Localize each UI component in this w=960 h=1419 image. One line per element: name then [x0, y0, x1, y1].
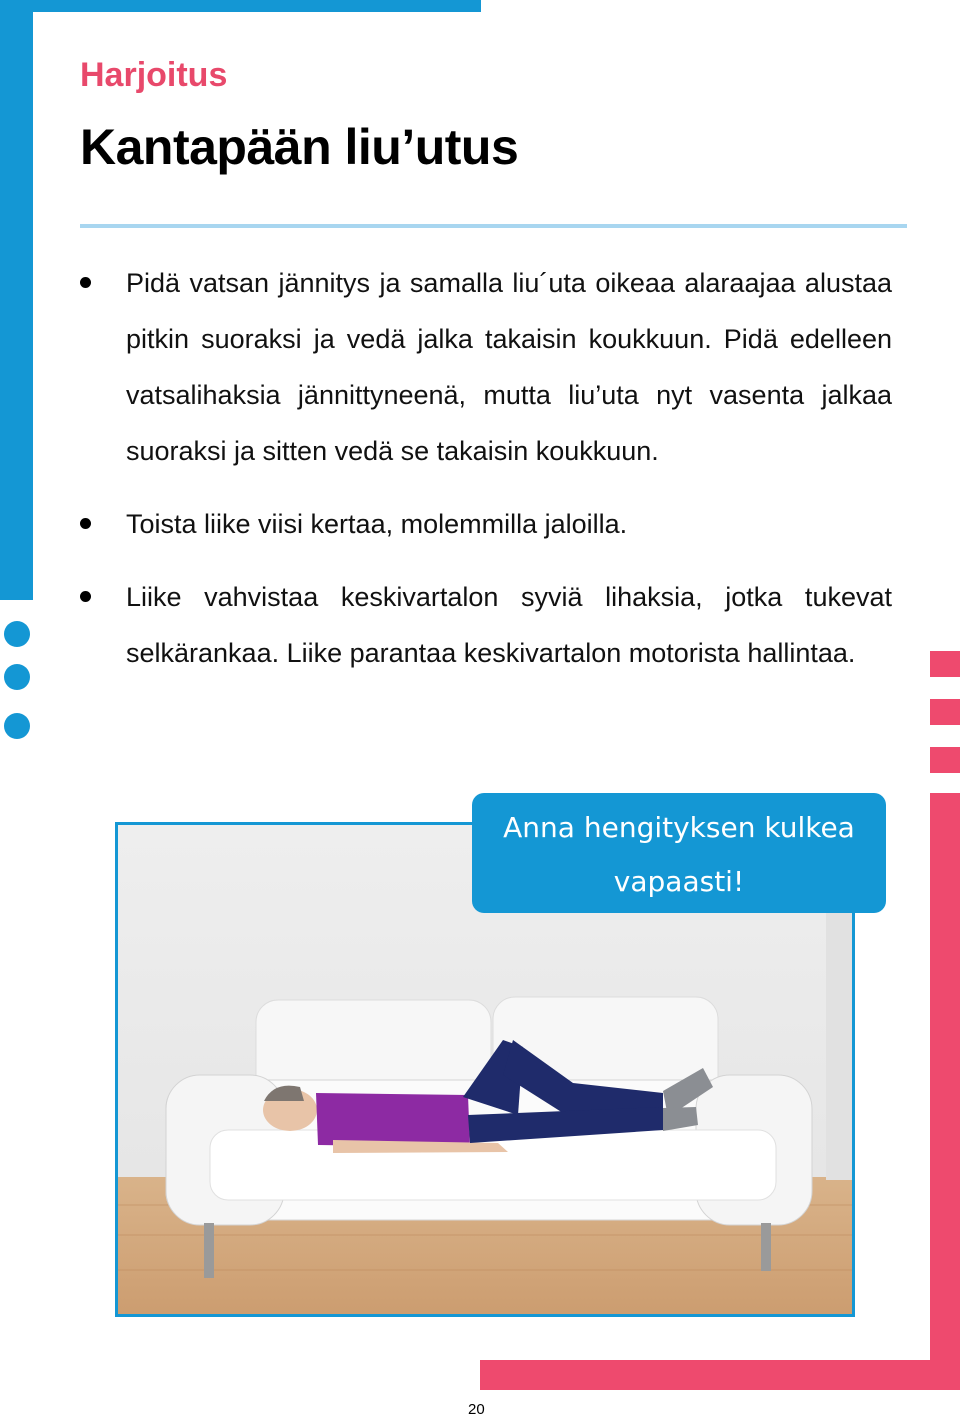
- frame-bottom-bar: [480, 1360, 960, 1390]
- title-underline: [80, 224, 907, 228]
- decor-square: [930, 651, 960, 677]
- frame-right-bar: [930, 793, 960, 1390]
- page-title: Kantapään liu’utus: [80, 119, 519, 175]
- decor-dot: [4, 664, 30, 690]
- decor-square: [930, 699, 960, 725]
- bullet-icon: [80, 277, 91, 288]
- breathing-callout: [472, 793, 886, 913]
- frame-left-bar: [0, 0, 33, 600]
- callout-line-2: vapaasti!: [613, 865, 745, 898]
- bullet-icon: [80, 518, 91, 529]
- list-item: [72, 255, 892, 479]
- decor-square: [930, 747, 960, 773]
- list-item: [72, 569, 892, 681]
- decor-dot: [4, 621, 30, 647]
- section-kicker: Harjoitus: [80, 56, 228, 94]
- callout-line-1: Anna hengityksen kulkea: [503, 811, 855, 844]
- list-item-text: Liike vahvistaa keskivartalon syviä lihaksia, jotka tukevat selkärankaa. Liike parantaa keskivartalon motorista hallintaa.: [126, 582, 892, 668]
- list-item: [72, 496, 892, 552]
- page-number: 20: [468, 1401, 485, 1418]
- list-item-text: Toista liike viisi kertaa, molemmilla jaloilla.: [126, 509, 628, 539]
- list-item-text: Pidä vatsan jännitys ja samalla liu´uta oikeaa alaraajaa alustaa pitkin suoraksi ja vedä jalka takaisin koukkuun. Pidä edelleen vatsalihaksia jännittyneenä, mutta liu’uta nyt vasenta jalkaa suoraksi ja sitten vedä se takaisin koukkuun.: [126, 268, 892, 466]
- decor-dot: [4, 713, 30, 739]
- frame-top-inner: [33, 12, 481, 33]
- bullet-icon: [80, 591, 91, 602]
- instruction-list: [72, 255, 892, 698]
